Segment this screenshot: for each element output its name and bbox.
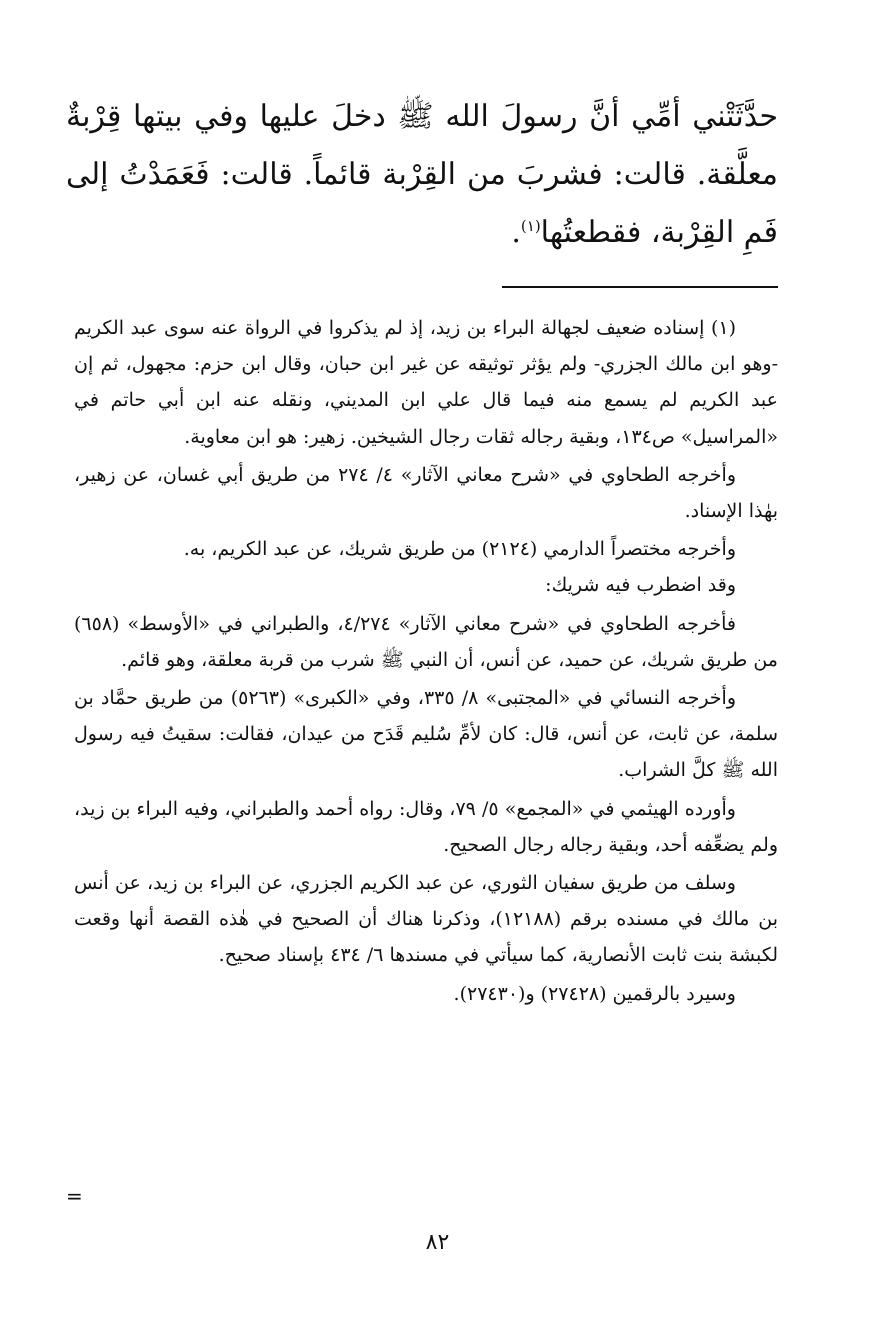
- footnote-paragraph: وأخرجه مختصراً الدارمي (٢١٢٤) من طريق شريك، عن عبد الكريم، به.: [183, 538, 736, 561]
- footnote-paragraph: (١) إسناده ضعيف لجهالة البراء بن زيد، إذ لم يذكروا في الرواة عنه سوى عبد الكريم -وهو ابن مالك الجزري- ولم يؤثر توثيقه عن غير ابن حبان، وقال ابن حزم: مجهول، ثم إن عبد الكريم لم يسمع منه فيما قال علي ابن المديني، ونقله عنه ابن أبي حاتم في «المراسيل» ص١٣٤، وبقية رجاله ثقات رجال الشيخين. زهير: هو ابن معاوية.: [74, 317, 778, 448]
- footnotes-section: [74, 310, 778, 1012]
- footnote-separator: [502, 286, 778, 288]
- footnote-paragraph: وأخرجه الطحاوي في «شرح معاني الآثار» ٤/ ٢٧٤ من طريق أبي غسان، عن زهير، بهٰذا الإسناد.: [74, 463, 778, 523]
- footnote-reference: (١): [520, 217, 541, 235]
- footnote-paragraph: فأخرجه الطحاوي في «شرح معاني الآثار» ٤/٢٧٤، والطبراني في «الأوسط» (٦٥٨) من طريق شريك، عن حميد، عن أنس، أن النبي ﷺ شرب من قربة معلقة، وهو قائم.: [74, 612, 778, 671]
- page-number: ٨٢: [425, 1230, 450, 1255]
- footnote-paragraph: وأخرجه النسائي في «المجتبى» ٨/ ٣٣٥، وفي «الكبرى» (٥٢٦٣) من طريق حمَّاد بن سلمة، عن ثابت، عن أنس، قال: كان لأمِّ سُليم قَدَح من عيدان، فقالت: سقيتُ فيه رسول الله ﷺ كلَّ الشراب.: [74, 687, 778, 782]
- hadith-text: [66, 88, 778, 262]
- hadith-body: حدَّثَتْني أمِّي أنَّ رسولَ الله ﷺ دخلَ عليها وفي بيتها قِرْبةٌ معلَّقة. قالت: فشربَ من القِرْبة قائماً. قالت: فَعَمَدْتُ إلى فَمِ القِرْبة، فقطعتُها: [66, 99, 778, 250]
- continuation-mark: =: [66, 1184, 83, 1208]
- footnote-paragraph: وسلف من طريق سفيان الثوري، عن عبد الكريم الجزري، عن البراء بن زيد، عن أنس بن مالك في مسنده برقم (١٢١٨٨)، وذكرنا هناك أن الصحيح في هٰذه القصة أنها وقعت لكبشة بنت ثابت الأنصارية، كما سيأتي في مسندها ٦/ ٤٣٤ بإسناد صحيح.: [74, 872, 778, 967]
- hadith-end: .: [511, 215, 521, 250]
- footnote-paragraph: وقد اضطرب فيه شريك:: [545, 574, 736, 597]
- footnote-paragraph: وسيرد بالرقمين (٢٧٤٢٨) و(٢٧٤٣٠).: [453, 982, 736, 1005]
- footnote-paragraph: وأورده الهيثمي في «المجمع» ٥/ ٧٩، وقال: رواه أحمد والطبراني، وفيه البراء بن زيد، ولم يضعِّفه أحد، وبقية رجاله رجال الصحيح.: [74, 797, 778, 856]
